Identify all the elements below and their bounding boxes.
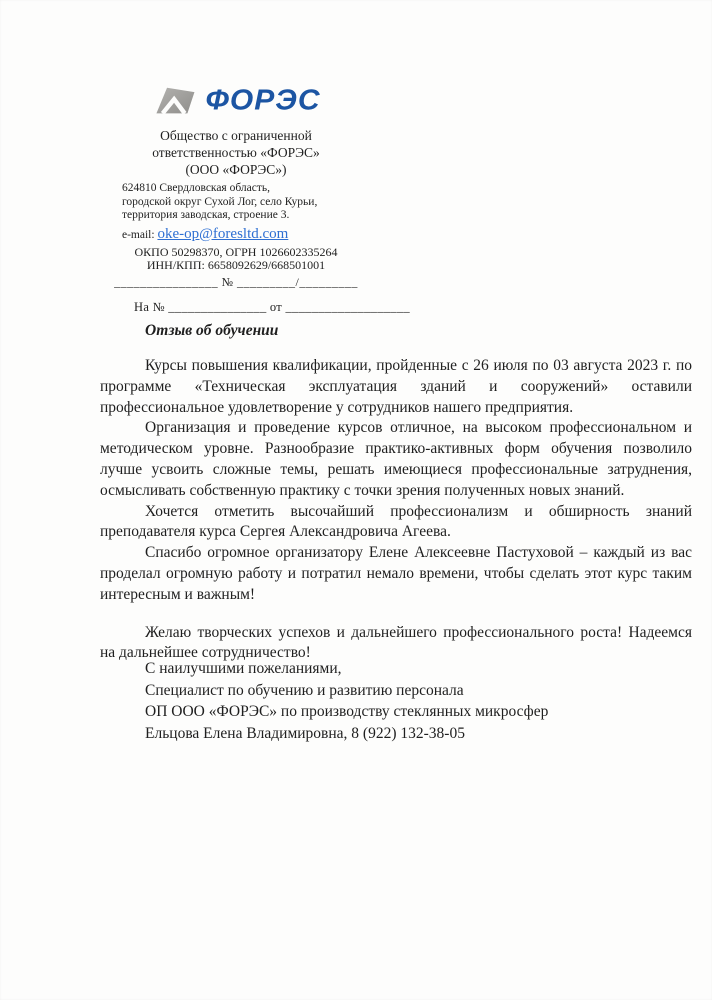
body-paragraph: Курсы повышения квалификации, пройденные с 26 июля по 03 августа 2023 г. по программе «Техническая эксплуатация зданий и сооружений» оставили профессиональное удовлетворение у сотрудников нашего предприятия.	[100, 357, 692, 416]
document-body	[100, 356, 692, 664]
inn-kpp-line: ИНН/КПП: 6658092629/668501001	[146, 258, 326, 272]
email-line	[112, 226, 360, 243]
outgoing-number-line: ________________ № _________/_________	[114, 274, 358, 289]
email-label: e-mail:	[122, 228, 155, 241]
company-name	[112, 127, 360, 178]
signature-block	[145, 658, 548, 744]
signature-line: ОП ООО «ФОРЭС» по производству стеклянных микросфер	[145, 703, 549, 720]
logo-text: ФОРЭС	[205, 84, 321, 117]
body-paragraph: Спасибо огромное организатору Елене Алексеевне Пастуховой – каждый из вас проделал огромную работу и потратил немало времени, чтобы сделать этот курс таким интересным и важным!	[100, 544, 692, 603]
document-title: Отзыв об обучении	[145, 322, 279, 339]
registry-numbers	[112, 246, 360, 273]
company-name-line: Общество с ограниченной	[160, 128, 312, 143]
mountain-chevron-icon	[152, 84, 198, 118]
body-paragraph: Хочется отметить высочайший профессионализм и обширность знаний преподавателя курса Сергея Александровича Агеева.	[100, 502, 692, 541]
company-address	[112, 182, 360, 223]
company-logo	[112, 84, 360, 118]
address-line: городской округ Сухой Лог, село Курьи,	[122, 195, 318, 208]
signature-line: Специалист по обучению и развитию персонала	[145, 681, 464, 699]
body-paragraph: Желаю творческих успехов и дальнейшего профессионального роста! Надеемся на дальнейшее сотрудничество!	[100, 623, 692, 662]
email-link: oke-op@foresltd.com	[157, 225, 289, 242]
address-line: 624810 Свердловская область,	[122, 182, 271, 194]
letterhead	[112, 84, 410, 315]
address-line: территория заводская, строение 3.	[122, 209, 290, 221]
reference-number-line: На № _______________ от ___________________	[134, 299, 410, 314]
okpo-ogrn-line: ОКПО 50298370, ОГРН 1026602335264	[134, 244, 338, 259]
signature-line: Ельцова Елена Владимировна, 8 (922) 132-38-05	[145, 724, 465, 742]
company-name-line: (ООО «ФОРЭС»)	[185, 162, 287, 177]
company-name-line: ответственностью «ФОРЭС»	[152, 145, 320, 160]
body-paragraph: Организация и проведение курсов отличное, на высоком профессиональном и методическом уровне. Разнообразие практико-активных форм обучения позволило лучше усвоить сложные темы, решать имеющиеся профессиональные затруднения, осмысливать собственную практику с точки зрения полученных новых знаний.	[100, 419, 692, 499]
signature-line: С наилучшими пожеланиями,	[145, 660, 342, 677]
